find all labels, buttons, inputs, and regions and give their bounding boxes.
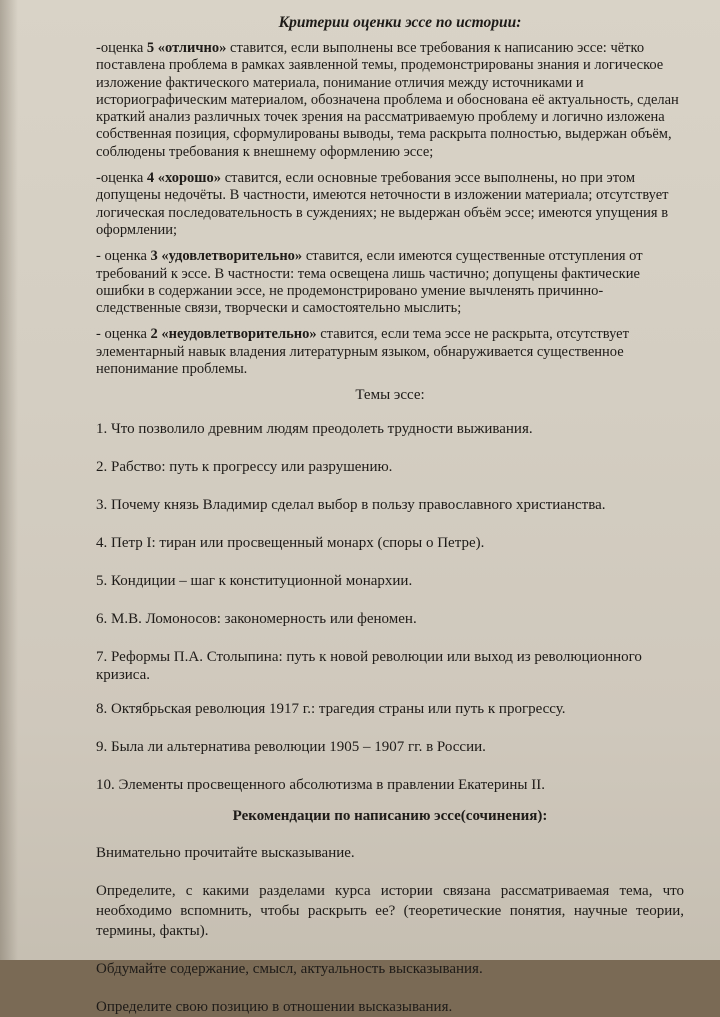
recommendation-item: Определите, с какими разделами курса истории связана рассматриваемая тема, что необходимо вспомнить, чтобы раскрыть ее? (теоретические понятия, научные теории, термины, факты).: [96, 883, 684, 940]
criterion-prefix: -оценка: [96, 40, 147, 56]
topic-item: 4. Петр I: тиран или просвещенный монарх (споры о Петре).: [96, 535, 485, 552]
criterion-prefix: -оценка: [96, 170, 147, 187]
topic-item: 10. Элементы просвещенного абсолютизма в правлении Екатерины II.: [96, 777, 545, 794]
recommendation-item: Обдумайте содержание, смысл, актуальность высказывания.: [96, 961, 483, 978]
topic-item: 8. Октябрьская революция 1917 г.: трагедия страны или путь к прогрессу.: [96, 701, 566, 718]
criterion-grade: 2 «неудовлетворительно»: [150, 326, 317, 343]
topic-item: 6. М.В. Ломоносов: закономерность или феномен.: [96, 611, 417, 628]
recommendation-item: Внимательно прочитайте высказывание.: [96, 845, 355, 862]
criterion-grade-2: [96, 326, 684, 378]
recommendation-item: Определите свою позицию в отношении высказывания.: [96, 999, 453, 1016]
topic-item: 3. Почему князь Владимир сделал выбор в пользу православного христианства.: [96, 497, 606, 514]
document-title: Критерии оценки эссе по истории:: [278, 14, 522, 31]
criterion-prefix: - оценка: [96, 248, 151, 265]
criterion-grade-4: [96, 170, 684, 239]
criterion-prefix: - оценка: [96, 326, 151, 343]
recommendations-heading: Рекомендации по написанию эссе(сочинения):: [232, 808, 548, 825]
topic-item: 2. Рабство: путь к прогрессу или разрушению.: [96, 459, 393, 476]
topic-item: 7. Реформы П.А. Столыпина: путь к новой революции или выход из революционного кризиса.: [96, 649, 642, 684]
criterion-grade-5: [96, 40, 684, 161]
topic-item: 9. Была ли альтернатива революции 1905 – 1907 гг. в России.: [96, 739, 486, 756]
topic-item: 5. Кондиции – шаг к конституционной монархии.: [96, 573, 413, 590]
criterion-grade: 3 «удовлетворительно»: [150, 248, 303, 265]
criterion-grade-3: [96, 248, 684, 317]
topics-heading: Темы эссе:: [355, 387, 425, 404]
topic-item: 1. Что позволило древним людям преодолеть трудности выживания.: [96, 421, 533, 438]
criterion-text: ставится, если выполнены все требования к написанию эссе: чётко поставлена проблема в рамках заявленной темы, продемонстрированы знания и логическое изложение фактического материала, понимание отличия между источниками и историографическим материалом, обозначена проблема и обоснована её актуальность, сделан краткий анализ различных точек зрения на рассматриваемую проблему и логично изложена собственная позиция, сформулированы выводы, тема раскрыта полностью, выдержан объём, соблюдены требования к внешнему оформлению эссе;: [96, 40, 679, 160]
criterion-text: ставится, если тема эссе не раскрыта, отсутствует элементарный навык владения литературным языком, обнаруживается существенное непонимание проблемы.: [96, 326, 629, 378]
criterion-grade: 5 «отлично»: [146, 40, 227, 56]
criterion-text: ставится, если имеются существенные отступления от требований к эссе. В частности: тема освещена лишь частично; допущены фактические ошибки в содержании эссе, не продемонстрировано умение вычленять причинно-следственные связи, творчески и самостоятельно мыслить;: [96, 248, 643, 317]
page-edge-shadow: [0, 0, 18, 960]
criterion-text: ставится, если основные требования эссе выполнены, но при этом допущены недочёты. В частности, имеются неточности в изложении материала; отсутствует логическая последовательность в суждениях; не выдержан объём эссе; имеются упущения в оформлении;: [96, 170, 669, 238]
criterion-grade: 4 «хорошо»: [146, 170, 222, 187]
